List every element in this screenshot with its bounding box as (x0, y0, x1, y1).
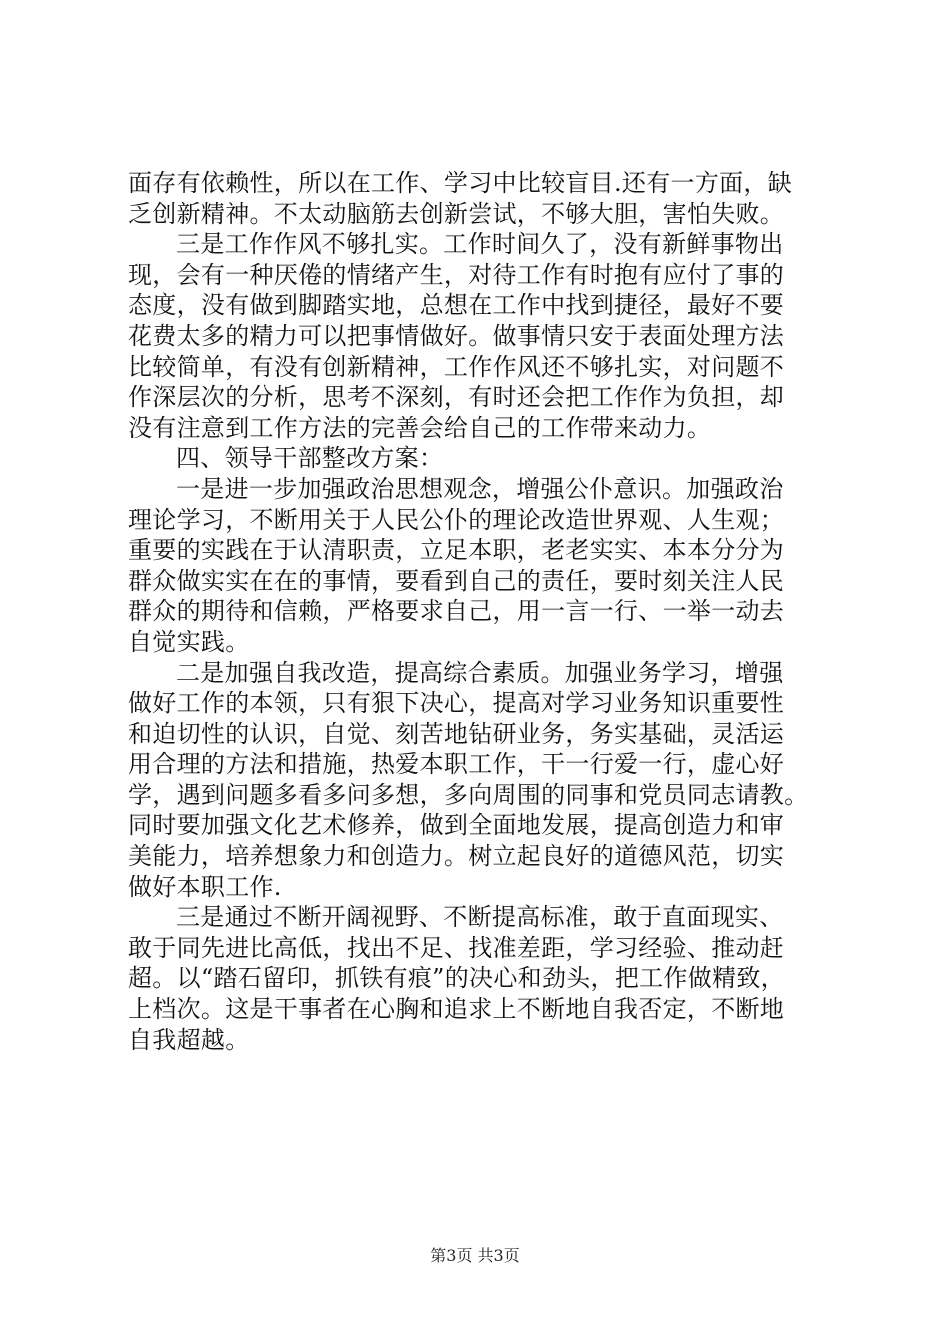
text-line: 现，会有一种厌倦的情绪产生，对待工作有时抱有应付了事的 (128, 260, 785, 289)
text-line: 自我超越。 (128, 1025, 250, 1054)
text-line: 群众做实实在在的事情，要看到自己的责任，要时刻关注人民 (128, 566, 785, 595)
text-line: 理论学习，不断用关于人民公仆的理论改造世界观、人生观； (128, 505, 785, 534)
text-line: 态度，没有做到脚踏实地，总想在工作中找到捷径，最好不要 (128, 291, 785, 320)
document-body (128, 168, 828, 1055)
paragraph-start-line: 三是工作作风不够扎实。工作时间久了，没有新鲜事物出 (176, 230, 784, 259)
text-line: 做好工作的本领，只有狠下决心，提高对学习业务知识重要性 (128, 689, 785, 718)
page-number-footer: 第3页 共3页 (430, 1246, 520, 1265)
text-line: 没有注意到工作方法的完善会给自己的工作带来动力。 (128, 413, 712, 442)
text-line: 上档次。这是干事者在心胸和追求上不断地自我否定，不断地 (128, 995, 785, 1024)
text-line: 美能力，培养想象力和创造力。树立起良好的道德风范，切实 (128, 842, 785, 871)
paragraph-start-line: 三是通过不断开阔视野、不断提高标准，敢于直面现实、 (176, 903, 784, 932)
text-line: 自觉实践。 (128, 627, 250, 656)
text-line: 群众的期待和信赖，严格要求自己，用一言一行、一举一动去 (128, 597, 785, 626)
text-line: 乏创新精神。不太动脑筋去创新尝试，不够大胆，害怕失败。 (128, 199, 785, 228)
text-line: 重要的实践在于认清职责，立足本职，老老实实、本本分分为 (128, 536, 785, 565)
text-line: 面存有依赖性，所以在工作、学习中比较盲目.还有一方面，缺 (128, 169, 793, 197)
text-line: 敢于同先进比高低，找出不足、找准差距，学习经验、推动赶 (128, 933, 785, 962)
text-line: 同时要加强文化艺术修养，做到全面地发展，提高创造力和审 (128, 811, 785, 840)
text-line: 超。以“踏石留印，抓铁有痕”的决心和劲头，把工作做精致， (128, 964, 785, 993)
text-line: 和迫切性的认识，自觉、刻苦地钻研业务，务实基础，灵活运 (128, 719, 785, 748)
text-line: 作深层次的分析，思考不深刻，有时还会把工作作为负担，却 (128, 383, 785, 412)
text-line: 做好本职工作. (128, 872, 282, 901)
paragraph-start-line: 二是加强自我改造，提高综合素质。加强业务学习，增强 (176, 658, 784, 687)
section-heading: 四、领导干部整改方案： (176, 444, 444, 473)
text-line: 用合理的方法和措施，热爱本职工作，干一行爱一行，虚心好 (128, 750, 785, 779)
text-line: 比较简单，有没有创新精神，工作作风还不够扎实，对问题不 (128, 352, 785, 381)
text-line: 学，遇到问题多看多问多想，多向周围的同事和党员同志请教。 (128, 780, 809, 809)
paragraph-start-line: 一是进一步加强政治思想观念，增强公仆意识。加强政治 (176, 474, 784, 503)
text-line: 花费太多的精力可以把事情做好。做事情只安于表面处理方法 (128, 321, 785, 350)
